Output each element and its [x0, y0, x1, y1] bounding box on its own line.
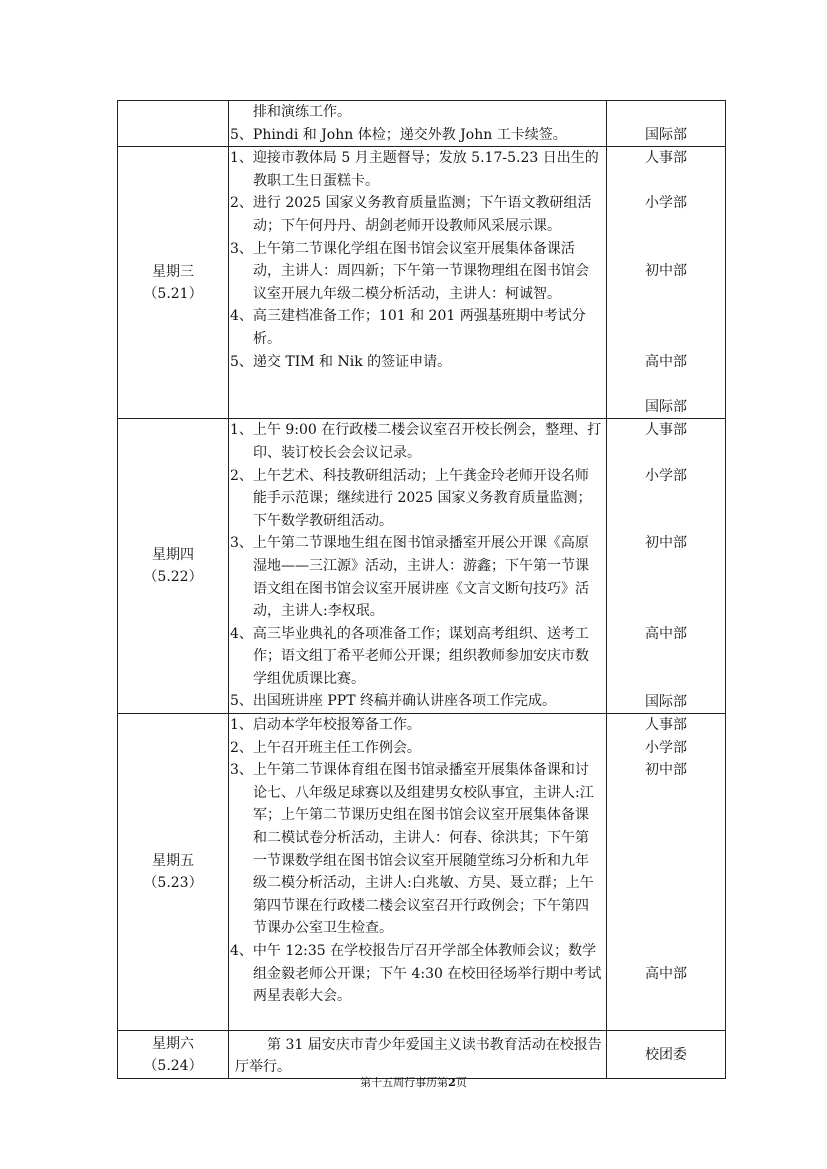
dept-label: 小学部 [645, 195, 687, 212]
dept-label: 初中部 [645, 263, 687, 280]
list-item: 3、上午第二节课地生组在图书馆录播室开展公开课《高原湿地——三江源》活动，主讲人：游鑫；下午第一节课语文组在图书馆会议室开展讲座《文言文断句技巧》活动，主讲人:李权珉。 [230, 535, 589, 620]
day-name: 星期六 [152, 1035, 194, 1052]
dept-label: 高中部 [645, 965, 687, 982]
day-date: （5.21） [143, 285, 203, 302]
page-footer [0, 1074, 827, 1090]
dept-label: 小学部 [645, 739, 687, 756]
list-item: 4、高三建档准备工作；101 和 201 两强基班期中考试分析。 [230, 308, 586, 347]
schedule-row-thursday [118, 419, 726, 714]
items-cell [229, 1031, 607, 1079]
dept-label: 小学部 [645, 467, 687, 484]
list-item: 1、启动本学年校报筹备工作。 [230, 717, 421, 734]
dept-cell [607, 714, 726, 1031]
list-item: 5、出国班讲座 PPT 终稿并确认讲座各项工作完成。 [230, 693, 556, 710]
event-paragraph: 第 31 届安庆市青少年爱国主义读书教育活动在校报告厅举行。 [235, 1037, 602, 1076]
dept-label: 人事部 [645, 150, 687, 167]
list-item: 4、中午 12:35 在学校报告厅召开学部全体教师会议；数学组金毅老师公开课；下午 4:30 在校田径场举行期中考试两星表彰大会。 [230, 943, 602, 1005]
dept-cell [607, 101, 726, 147]
dept-label: 国际部 [645, 126, 687, 143]
items-cell [229, 419, 607, 714]
items-cell [229, 714, 607, 1031]
day-date: （5.23） [143, 875, 203, 892]
day-date: （5.24） [143, 1057, 203, 1074]
list-item: 2、进行 2025 国家义务教育质量监测；下午语文教研组活动；下午何丹丹、胡剑老师开设教师风采展示课。 [230, 195, 592, 234]
dept-label: 校团委 [645, 1046, 687, 1063]
list-item: 1、上午 9:00 在行政楼二楼会议室召开校长例会，整理、打印、装订校长会会议记录。 [230, 422, 602, 461]
day-date: （5.22） [143, 569, 203, 586]
dept-label: 人事部 [645, 717, 687, 734]
schedule-row-saturday [118, 1031, 726, 1079]
dept-label: 初中部 [645, 535, 687, 552]
dept-label: 国际部 [645, 693, 687, 710]
dept-cell [607, 1031, 726, 1079]
list-item: 5、Phindi 和 John 体检；递交外教 John 工卡续签。 [230, 126, 567, 143]
day-cell [118, 147, 229, 419]
item-continuation: 排和演练工作。 [253, 104, 351, 120]
dept-label: 高中部 [645, 353, 687, 370]
footer-prefix: 第十五周行事历第 [360, 1076, 449, 1089]
items-cell [229, 147, 607, 419]
schedule-row-friday [118, 714, 726, 1031]
day-name: 星期五 [152, 853, 194, 870]
footer-suffix: 页 [455, 1076, 467, 1089]
day-cell [118, 1031, 229, 1079]
list-item: 5、递交 TIM 和 Nik 的签证申请。 [230, 353, 452, 370]
dept-label: 高中部 [645, 625, 687, 642]
list-item: 3、上午第二节课化学组在图书馆会议室开展集体备课活动，主讲人：周四新；下午第一节课物理组在图书馆会议室开展九年级二模分析活动，主讲人：柯诚智。 [230, 240, 589, 302]
dept-cell [607, 147, 726, 419]
dept-label: 初中部 [645, 762, 687, 779]
schedule-row-wednesday [118, 147, 726, 419]
dept-label: 人事部 [645, 422, 687, 439]
list-item: 4、高三毕业典礼的各项准备工作；谋划高考组织、送考工作；语文组丁希平老师公开课；组织教师参加安庆市数学组优质课比赛。 [230, 625, 589, 687]
list-item: 1、迎接市教体局 5 月主题督导；发放 5.17-5.23 日出生的教职工生日蛋糕卡。 [230, 150, 599, 189]
day-name: 星期三 [152, 263, 194, 280]
schedule-row-continuation [118, 101, 726, 147]
day-cell [118, 101, 229, 147]
dept-label: 国际部 [645, 398, 687, 415]
day-cell [118, 714, 229, 1031]
dept-cell [607, 419, 726, 714]
list-item: 3、上午第二节课体育组在图书馆录播室开展集体备课和讨论七、八年级足球赛以及组建男女校队事宜，主讲人:江军；上午第二节课历史组在图书馆会议室开展集体备课和二模试卷分析活动，主讲人：何春、徐洪其；下午第一节课数学组在图书馆会议室开展随堂练习分析和九年级二模分析活动，主讲人:白兆敏、方昊、聂立群；上午第四节课在行政楼二楼会议室召开行政例会；下午第四节课办公室卫生检查。 [230, 762, 594, 937]
list-item: 2、上午艺术、科技教研组活动；上午龚金玲老师开设名师能手示范课；继续进行 2025 国家义务教育质量监测；下午数学教研组活动。 [230, 467, 592, 529]
schedule-table [117, 100, 726, 1079]
day-cell [118, 419, 229, 714]
page-number: 2 [448, 1076, 456, 1089]
list-item: 2、上午召开班主任工作例会。 [230, 739, 421, 756]
items-cell [229, 101, 607, 147]
day-name: 星期四 [152, 547, 194, 564]
